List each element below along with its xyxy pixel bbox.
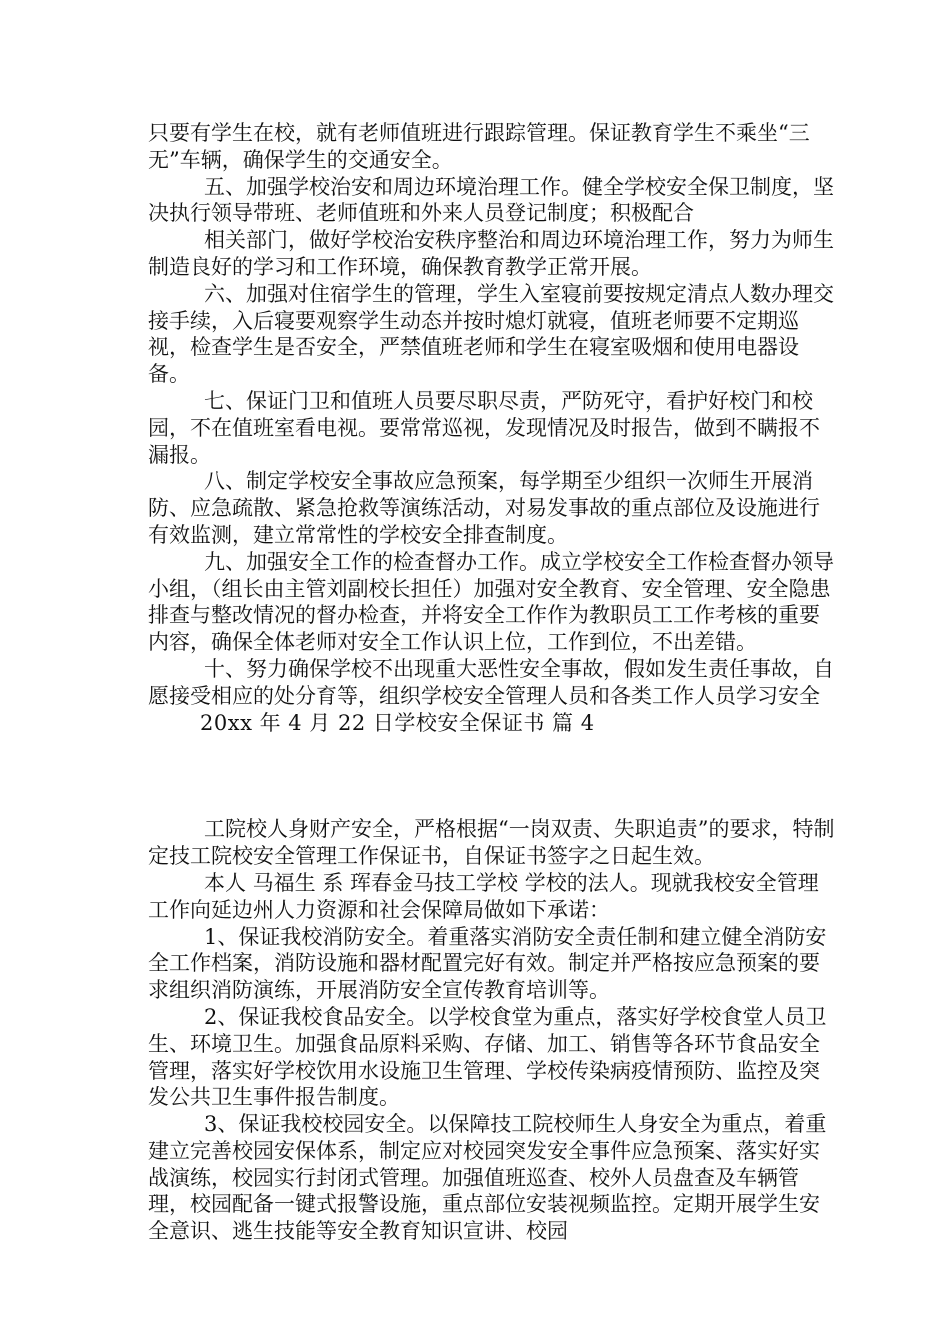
paragraph-item-7: 七、保证门卫和值班人员要尽职尽责，严防死守，看护好校门和校园，不在值班室看电视。要常常巡视，发现情况及时报告，做到不瞒报不漏报。: [148, 388, 820, 467]
document-page: [148, 120, 838, 1245]
paragraph-item-9: 九、加强安全工作的检查督办工作。成立学校安全工作检查督办领导小组，（组长由主管刘副校长担任）加强对安全教育、安全管理、安全隐患排查与整改情况的督办检查，并将安全工作作为教职员工工作考核的重要内容，确保全体老师对安全工作认识上位，工作到位，不出差错。: [148, 549, 834, 655]
paragraph-item-5: 五、加强学校治安和周边环境治理工作。健全学校安全保卫制度，坚决执行领导带班、老师值班和外来人员登记制度；积极配合: [148, 174, 834, 226]
paragraph-continuation: 只要有学生在校，就有老师值班进行跟踪管理。保证教育学生不乘坐“三无”车辆，确保学生的交通安全。: [148, 121, 810, 172]
paragraph-campus-safety: 3、保证我校校园安全。以保障技工院校师生人身安全为重点，着重建立完善校园安保体系，制定应对校园突发安全事件应急预案、落实好实战演练，校园实行封闭式管理。加强值班巡查、校外人员盘查及车辆管理，校园配备一键式报警设施，重点部位安装视频监控。定期开展学生安全意识、逃生技能等安全教育知识宣讲、校园: [148, 1112, 827, 1244]
section-title: 20xx 年 4 月 22 日学校安全保证书 篇 4: [200, 710, 595, 735]
paragraph-food-safety: 2、保证我校食品安全。以学校食堂为重点，落实好学校食堂人员卫生、环境卫生。加强食品原料采购、存储、加工、销售等各环节食品安全管理，落实好学校饮用水设施卫生管理、学校传染病疫情预防、监控及突发公共卫生事件报告制度。: [148, 1004, 827, 1110]
paragraph-item-6: 六、加强对住宿学生的管理，学生入室寝前要按规定清点人数办理交接手续，入后寝要观察学生动态并按时熄灯就寝，值班老师要不定期巡视，检查学生是否安全，严禁值班老师和学生在寝室吸烟和使用电器设备。: [148, 281, 834, 387]
paragraph-fire-safety: 1、保证我校消防安全。着重落实消防安全责任制和建立健全消防安全工作档案，消防设施和器材配置完好有效。制定并严格按应急预案的要求组织消防演练，开展消防安全宣传教育培训等。: [148, 924, 827, 1003]
paragraph-intro: 工院校人身财产安全，严格根据“一岗双责、失职追责”的要求，特制定技工院校安全管理工作保证书，自保证书签字之日起生效。: [148, 817, 835, 869]
paragraph-pledge: 本人 马福生 系 珲春金马技工学校 学校的法人。现就我校安全管理工作向延边州人力资源和社会保障局做如下承诺：: [148, 870, 819, 922]
section-spacer: [148, 736, 838, 816]
paragraph-item-5-continued: 相关部门，做好学校治安秩序整治和周边环境治理工作，努力为师生制造良好的学习和工作环境，确保教育教学正常开展。: [148, 228, 834, 279]
paragraph-item-8: 八、制定学校安全事故应急预案，每学期至少组织一次师生开展消防、应急疏散、紧急抢救等演练活动，对易发事故的重点部位及设施进行有效监测，建立常常性的学校安全排查制度。: [148, 469, 820, 547]
paragraph-item-10: 十、努力确保学校不出现重大恶性安全事故，假如发生责任事故，自愿接受相应的处分育等，组织学校安全管理人员和各类工作人员学习安全: [148, 656, 834, 708]
